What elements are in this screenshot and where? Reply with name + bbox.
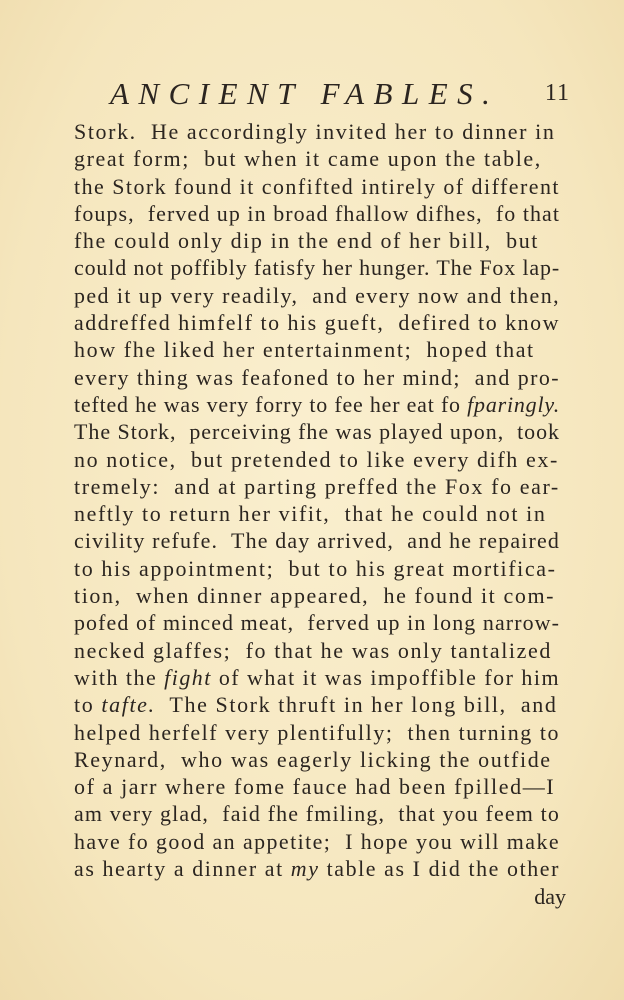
italic-text: fparingly.	[467, 391, 560, 417]
page-number: 11	[544, 80, 570, 106]
text-line	[74, 773, 560, 800]
text-run: the Stork found it confifted intirely of different	[74, 173, 560, 199]
text-line	[74, 664, 560, 691]
text-run: fhe could only dip in the end of her bill, but	[74, 228, 540, 254]
text-run: to his appointment; but to his great mortifica-	[74, 555, 557, 581]
text-run: have fo good an appetite; I hope you will make	[74, 828, 560, 854]
text-line	[74, 473, 560, 500]
text-line	[74, 364, 560, 391]
text-line	[74, 609, 560, 636]
text-line	[74, 527, 560, 554]
text-line	[74, 800, 560, 827]
text-run: table as I did the other	[319, 856, 560, 882]
italic-text: my	[290, 856, 320, 882]
text-run: as hearty a dinner at	[74, 856, 291, 882]
catchword: day	[534, 884, 566, 909]
text-line	[74, 336, 560, 363]
text-run: foups, ferved up in broad fhallow difhes, fo that	[74, 200, 560, 226]
text-run: am very glad, faid fhe fmiling, that you feem to	[74, 801, 560, 827]
text-run: helped herfelf very plentifully; then turning to	[74, 719, 560, 745]
italic-text: fight	[164, 664, 212, 690]
text-run: to	[74, 692, 102, 718]
text-line	[74, 719, 560, 746]
text-run: no notice, but pretended to like every difh ex-	[74, 446, 559, 472]
running-title: ANCIENT FABLES.	[110, 76, 500, 111]
text-run: pofed of minced meat, ferved up in long narrow-	[74, 610, 560, 636]
text-line	[74, 746, 560, 773]
text-line	[74, 855, 560, 882]
text-line	[74, 555, 560, 582]
page-header	[110, 76, 570, 116]
text-line	[74, 582, 560, 609]
text-run: tion, when dinner appeared, he found it com-	[74, 583, 556, 609]
text-line	[74, 200, 560, 227]
text-line	[74, 391, 560, 418]
text-run: with the	[74, 664, 165, 690]
text-run: could not poffibly fatisfy her hunger. The Fox lap-	[74, 255, 560, 281]
text-run: The Stork, perceiving fhe was played upon, took	[74, 419, 560, 445]
text-line	[74, 446, 560, 473]
text-run: ped it up very readily, and every now and then,	[74, 282, 560, 308]
text-run: how fhe liked her entertainment; hoped that	[74, 337, 535, 363]
text-run: neftly to return her vifit, that he could not in	[74, 501, 547, 527]
text-run: tremely: and at parting preffed the Fox fo ear-	[74, 473, 560, 499]
text-line	[74, 254, 560, 281]
text-run: civility refufe. The day arrived, and he repaired	[74, 528, 560, 554]
text-line	[74, 118, 560, 145]
text-line	[74, 500, 560, 527]
text-line	[74, 309, 560, 336]
text-run: addreffed himfelf to his gueft, defired to know	[74, 310, 560, 336]
text-line	[74, 418, 560, 445]
text-run: of a jarr where fome fauce had been fpilled—I	[74, 774, 556, 800]
text-line	[74, 173, 560, 200]
text-line	[74, 828, 560, 855]
text-line	[74, 145, 560, 172]
text-run: The Stork thruft in her long bill, and	[155, 692, 558, 718]
text-line	[74, 691, 560, 718]
text-line	[74, 282, 560, 309]
text-line	[74, 637, 560, 664]
text-line	[74, 227, 560, 254]
text-run: necked glaffes; fo that he was only tantalized	[74, 637, 552, 663]
text-run: of what it was impoffible for him	[211, 664, 560, 690]
text-run: every thing was feafoned to her mind; and pro-	[74, 364, 560, 390]
text-run: Stork. He accordingly invited her to dinner in	[74, 119, 556, 144]
body-text	[74, 118, 560, 882]
italic-text: tafte.	[101, 692, 156, 718]
text-run: Reynard, who was eagerly licking the outfide	[74, 746, 552, 772]
text-run: tefted he was very forry to fee her eat fo	[74, 391, 468, 417]
text-run: great form; but when it came upon the table,	[74, 146, 542, 172]
